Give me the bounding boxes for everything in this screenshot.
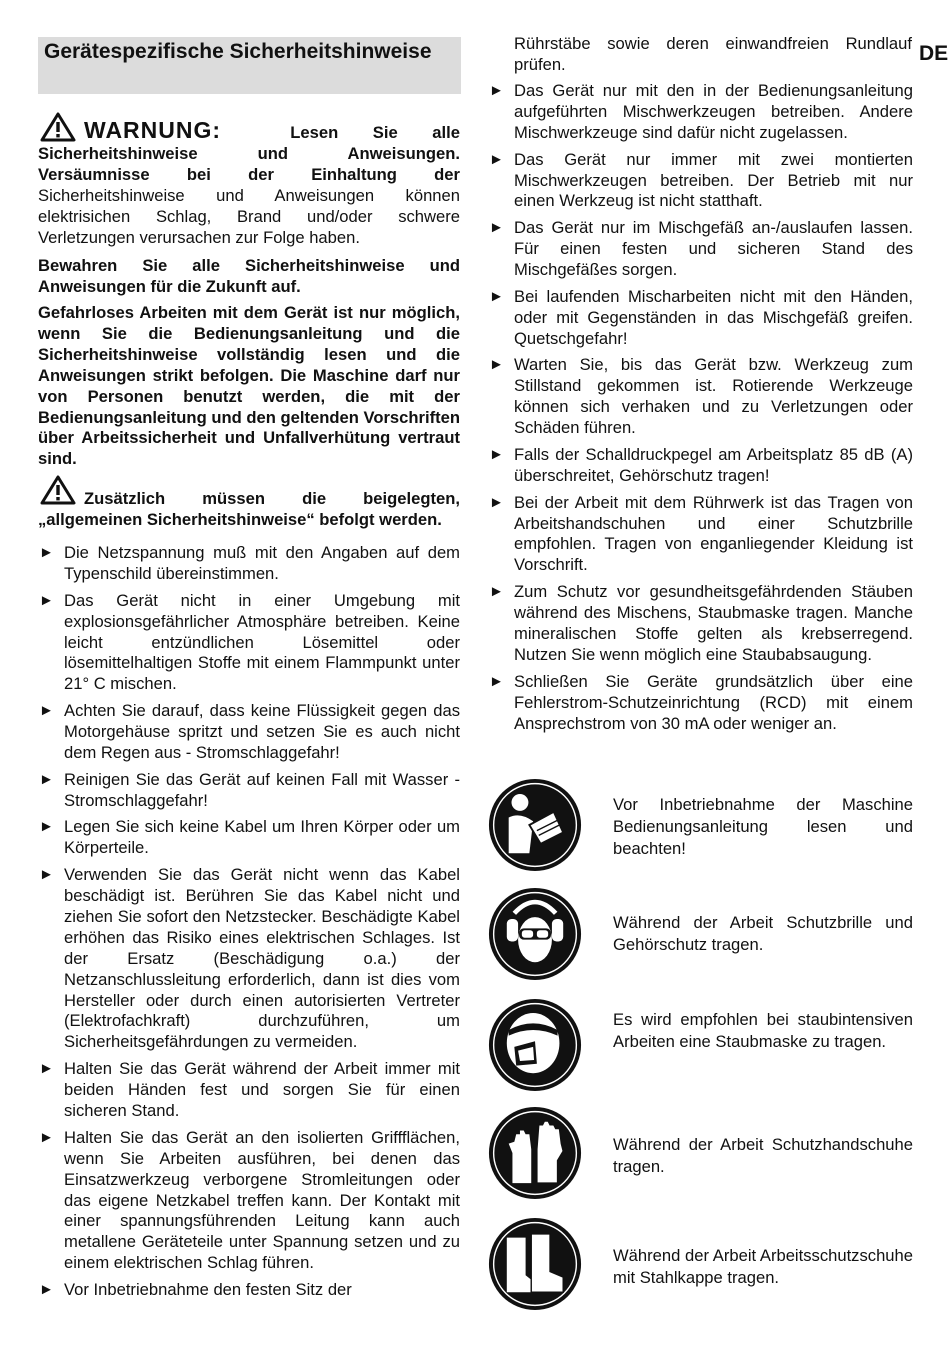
warning-normal-text: Sicherheitshinweise und Anweisungen können elektrisichen Schlag, Brand und/oder schwere Verletzungen verursachen zur Folge haben. (38, 185, 460, 247)
list-item: ► Reinigen Sie das Gerät auf keinen Fall mit Wasser - Stromschlaggefahr! (39, 769, 460, 810)
gloves-icon (488, 1106, 582, 1200)
safe-operation-paragraph: Gefahrloses Arbeiten mit dem Gerät ist nur möglich, wenn Sie die Bedienungsanleitung und die Sicherheitshinweise vollständig lesen und die Anweisungen strikt befolgen. Die Maschine darf nur von Personen benutzt werden, die mit der Bedienungsanleitung und den geltenden Vorschriften über Arbeitssicherheit und Unfallverhütung vertraut sind. (38, 303, 460, 469)
symbol-text: Es wird empfohlen bei staubintensiven Arbeiten eine Staubmaske zu tragen. (613, 1010, 913, 1051)
goggles-ear-protection-icon (488, 887, 582, 981)
section-title: Gerätespezifische Sicherheitshinweise (38, 37, 461, 94)
list-item: ► Bei laufenden Mischarbeiten nicht mit den Händen, oder mit Gegenständen in das Mischgefäß greifen. Quetschgefahr! (489, 286, 913, 348)
read-manual-icon (488, 778, 582, 872)
list-item: ► Die Netzspannung muß mit den Angaben auf dem Typenschild übereinstimmen. (39, 543, 460, 583)
left-bullet-list (38, 543, 460, 1307)
list-item: ► Das Gerät nur immer mit zwei montierten Mischwerkzeugen betreiben. Der Betrieb mit nur einen Werkzeug ist nicht statthaft. (489, 149, 913, 211)
list-item: ► Das Gerät nur im Mischgefäß an-/auslaufen lassen. Für einen festen und sicheren Stand des Mischgefäßes sorgen. (489, 218, 913, 280)
continued-bullet-text: Rührstäbe sowie deren einwandfreien Rundlauf prüfen. (514, 34, 912, 74)
list-item: ► Das Gerät nicht in einer Umgebung mit explosionsgefährlicher Atmosphäre betreiben. Keine leicht entzündlichen Lösemittel oder lösemittelhaltigen Stoffe mit einem Flammpunkt unter 21° C mischen. (39, 590, 460, 694)
dust-mask-icon (488, 998, 582, 1092)
list-item: ► Zum Schutz vor gesundheitsgefährdenden Stäuben während des Mischens, Staubmaske tragen. Manche mineralischen Stoffe gelten als krebserregend. Nutzen Sie wenn möglich eine Staubabsaugung. (489, 582, 913, 664)
list-item: ► Achten Sie darauf, dass keine Flüssigkeit gegen das Motorgehäuse spritzt und setzen Sie es auch nicht dem Regen aus - Stromschlaggefahr! (39, 701, 460, 762)
symbol-text: Vor Inbetriebnahme der Maschine Bedienungsanleitung lesen und beachten! (613, 795, 913, 858)
additional-instructions: Zusätzlich müssen die beigelegten, „allgemeinen Sicherheitshinweise“ befolgt werden. (38, 489, 460, 529)
list-item: ► Halten Sie das Gerät während der Arbeit immer mit beiden Händen fest und sorgen Sie für einen sicheren Stand. (39, 1059, 460, 1120)
list-item: ► Schließen Sie Geräte grundsätzlich über eine Fehlerstrom-Schutzeinrichtung (RCD) mit einem Ansprechstrom von 30 mA oder weniger an. (489, 671, 913, 733)
language-tab: DE (919, 42, 949, 65)
list-item: ► Vor Inbetriebnahme den festen Sitz der (39, 1280, 352, 1300)
list-item: ► Halten Sie das Gerät an den isolierten Griffflächen, wenn Sie Arbeiten ausführen, bei denen das Einsatzwerkzeug verborgene Stromleitungen oder das eigene Netzkabel treffen kann. Der Kontakt mit einer spannungsführenden Leitung kann auch metallene Geräteteile unter Spannung setzen und zu einem elektrischen Schlag führen. (39, 1127, 460, 1273)
list-item: ► Das Gerät nur mit den in der Bedienungsanleitung aufgeführten Mischwerkzeugen betreiben. Andere Mischwerkzeuge sind dafür nicht zugelassen. (489, 81, 913, 142)
list-item: ► Falls der Schalldruckpegel am Arbeitsplatz 85 dB (A) überschreitet, Gehörschutz tragen! (489, 444, 913, 485)
warning-label: WARNUNG: (84, 117, 222, 143)
warning-bold-text: Lesen Sie alle Sicherheitshinweise und Anweisungen. Versäumnisse bei der Einhaltung der (38, 123, 460, 184)
list-item: ► Verwenden Sie das Gerät nicht wenn das Kabel beschädigt ist. Berühren Sie das Kabel nicht und ziehen Sie sofort den Netzstecker. Beschädigte Kabel erhöhen das Risiko eines elektrischen Schlages. Ist der Ersatz (Beschädigung o.a.) der Netzanschlussleitung erforderlich, dann ist dies vom Hersteller oder durch einen autorisierten Vertreter (Elektrofachkraft) durchzuführen, um Sicherheitsgefährdungen zu vermeiden. (39, 865, 460, 1052)
list-item: ► Bei der Arbeit mit dem Rührwerk ist das Tragen von Arbeitshandschuhen und einer Schutzbrille empfohlen. Tragen von enganliegender Kleidung ist Vorschrift. (489, 492, 913, 575)
safety-boots-icon (488, 1217, 582, 1311)
symbol-text: Während der Arbeit Schutzbrille und Gehörschutz tragen. (613, 913, 913, 954)
keep-instructions-paragraph: Bewahren Sie alle Sicherheitshinweise und Anweisungen für die Zukunft auf. (38, 256, 460, 296)
symbol-text: Während der Arbeit Arbeitsschutzschuhe mit Stahlkappe tragen. (613, 1246, 913, 1287)
symbol-text: Während der Arbeit Schutzhandschuhe tragen. (613, 1135, 913, 1176)
list-item: ► Legen Sie sich keine Kabel um Ihren Körper oder um Körperteile. (39, 817, 460, 858)
right-bullet-list (488, 81, 913, 740)
warning-paragraph (38, 117, 460, 248)
list-item: ► Warten Sie, bis das Gerät bzw. Werkzeug zum Stillstand gekommen ist. Rotierende Werkzeuge können sich verhaken und zu Verletzungen oder Schäden führen. (489, 355, 913, 438)
